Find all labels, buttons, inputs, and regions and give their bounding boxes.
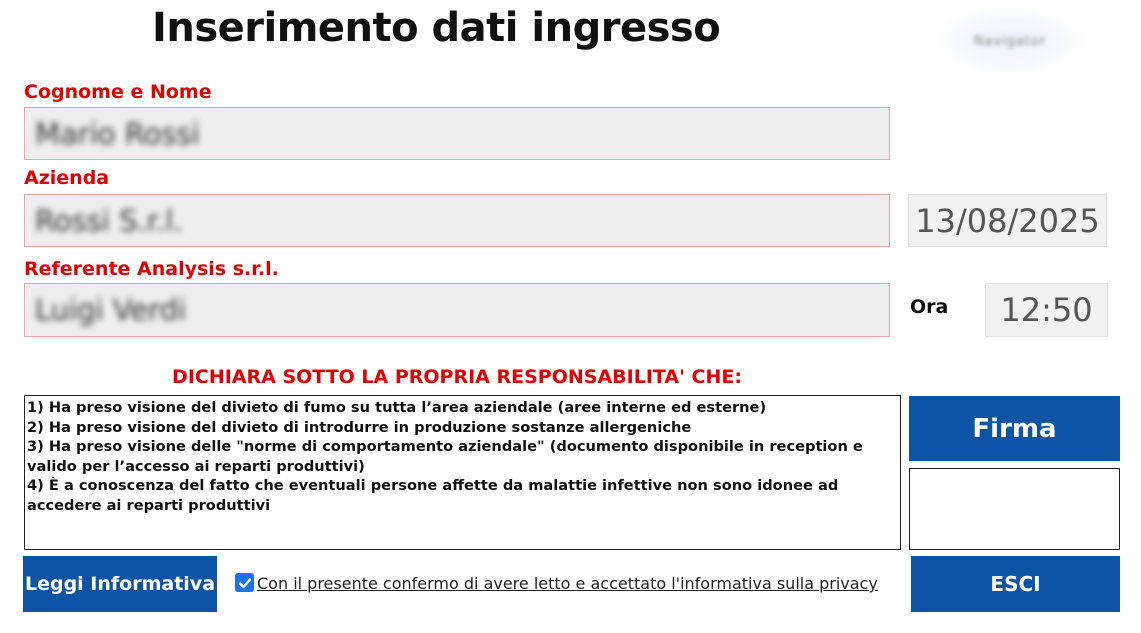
name-label: Cognome e Nome	[24, 81, 212, 103]
name-input[interactable]	[33, 116, 889, 152]
company-input[interactable]	[33, 203, 889, 239]
declaration-heading: DICHIARA SOTTO LA PROPRIA RESPONSABILITA' CHE:	[172, 366, 742, 388]
sign-button[interactable]: Firma	[909, 396, 1120, 461]
referent-field-wrapper	[24, 283, 890, 337]
privacy-consent-label[interactable]: Con il presente confermo di avere letto e accettato l'informativa sulla privacy	[257, 574, 878, 593]
time-field[interactable]: 12:50	[985, 283, 1108, 337]
checkmark-icon	[238, 576, 252, 590]
declaration-line-2: 2) Ha preso visione del divieto di introdurre in produzione sostanze allergeniche	[27, 418, 692, 436]
declaration-textbox[interactable]	[24, 395, 901, 550]
referent-input[interactable]	[33, 292, 889, 328]
privacy-checkbox[interactable]	[235, 573, 254, 592]
declaration-line-4: 4) È a conoscenza del fatto che eventuali persone affette da malattie infettive non sono idonee ad accedere ai reparti produttivi	[27, 477, 844, 514]
time-label: Ora	[910, 296, 949, 318]
read-informativa-button[interactable]: Leggi Informativa	[23, 556, 217, 612]
declaration-line-3: 3) Ha preso visione delle "norme di comportamento aziendale" (documento disponibile in reception e valido per l’accesso ai reparti produttivi)	[27, 438, 868, 475]
company-logo	[935, 6, 1085, 76]
name-field-wrapper	[24, 107, 890, 160]
company-field-wrapper	[24, 194, 890, 247]
signature-box[interactable]	[909, 468, 1120, 550]
exit-button[interactable]: ESCI	[911, 556, 1120, 612]
company-label: Azienda	[24, 167, 110, 189]
page-title: Inserimento dati ingresso	[152, 5, 721, 51]
date-field[interactable]: 13/08/2025	[908, 194, 1107, 247]
referent-label: Referente Analysis s.r.l.	[24, 258, 279, 280]
declaration-line-1: 1) Ha preso visione del divieto di fumo su tutta l’area aziendale (aree interne ed esterne)	[27, 399, 767, 416]
logo-text: Navigator	[973, 33, 1047, 49]
